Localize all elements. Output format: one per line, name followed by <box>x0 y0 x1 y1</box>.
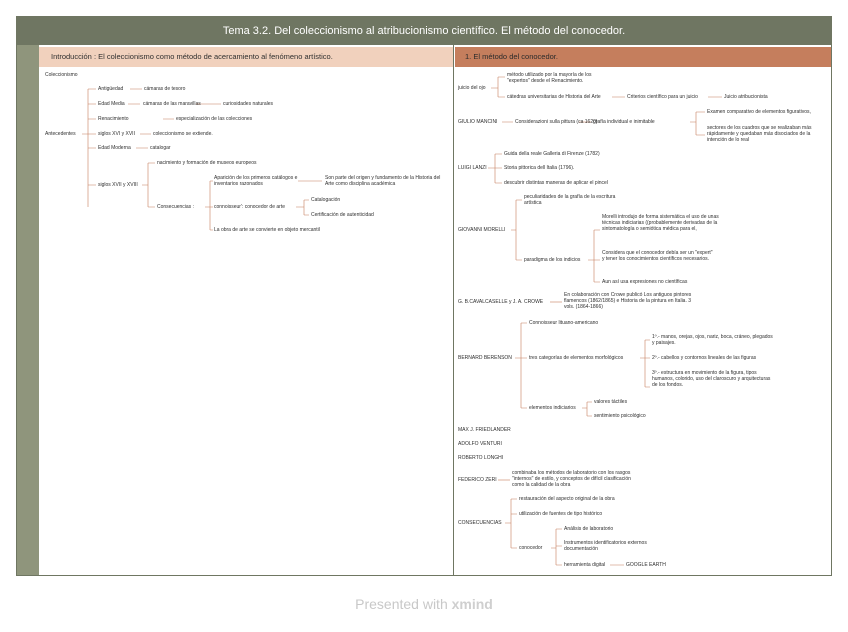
node-camaras-maravillas: cámaras de las maravillas <box>143 101 201 107</box>
node-peculiaridades: peculiaridades de la grafía de la escritura artística <box>524 194 616 206</box>
footer-brand[interactable]: xmind <box>451 596 493 612</box>
node-guida: Guida della reale Galleria di Firenze (1782) <box>504 151 600 157</box>
node-conocedor: conocedor <box>519 545 543 551</box>
node-renacimiento: Renacimiento <box>98 116 129 122</box>
node-edad-moderna: Edad Moderna <box>98 145 131 151</box>
node-juicio-ojo: juicio del ojo <box>458 85 486 91</box>
node-tactiles: valores táctiles <box>594 399 628 405</box>
node-lanzi: LUIGI LANZI <box>458 165 487 171</box>
node-catedras: cátedras universitarias de Historia del Arte <box>507 94 601 100</box>
node-mercantil: La obra de arte se convierte en objeto mercantil <box>214 227 320 233</box>
node-consecuencias-left: Consecuencias : <box>157 204 194 210</box>
right-section-header: 1. El método del conocedor. <box>455 47 831 67</box>
node-se-extiende: coleccionismo se extiende. <box>153 131 213 137</box>
node-siglos-xviii: siglos XVII y XVIII <box>98 182 138 188</box>
node-sectores: sectores de los cuadros que se realizaban más rápidamente y quedaban más disociados de la intención de lo real <box>707 125 812 143</box>
node-morelli: GIOVANNI MORELLI <box>458 227 506 233</box>
node-antiguedad: Antigüedad <box>98 86 124 92</box>
node-grafia: grafía individual e inimitable <box>593 119 655 125</box>
node-curiosidades: curiosidades naturales <box>223 101 274 107</box>
page-title: Tema 3.2. Del coleccionismo al atribucionismo científico. El método del conocedor. <box>17 17 831 45</box>
node-instrumentos: Instrumentos identificatorios externos documentación <box>564 540 647 552</box>
node-colaboracion: En colaboración con Crowe publicó Los antiguos pintores flamencos (1862/1865) e Historia de la pintura en Italia. 3 vols. (1864-1866) <box>564 292 692 310</box>
node-zeri: FEDERICO ZERI <box>458 477 497 483</box>
node-berenson: BERNARD BERENSON <box>458 355 512 361</box>
node-metodo-utilizado: método utilizado por la mayoría de los "expertos" desde el Renacimiento. <box>507 72 592 84</box>
node-antecedentes: Antecedentes <box>45 131 76 137</box>
node-mancini: GIULIO MANCINI <box>458 119 498 125</box>
node-certificacion: Certificación de autenticidad <box>311 212 374 218</box>
node-especializacion: especialización de las colecciones <box>176 116 253 122</box>
node-descubrir: descubrir distintas maneras de aplicar el pincel <box>504 180 608 186</box>
node-longhi: ROBERTO LONGHI <box>458 455 504 461</box>
node-edad-media: Edad Media <box>98 101 125 107</box>
node-cat2: 2º.- cabellos y contornos lineales de las figuras <box>652 355 757 361</box>
node-juicio-atrib: Juicio atribucionista <box>724 94 768 100</box>
node-examen: Examen comparativo de elementos figurativos, <box>707 109 811 115</box>
node-catalogar: catalogar <box>150 145 171 151</box>
node-psicologico: sentimiento psicológico <box>594 413 646 419</box>
node-venturi: ADOLFO VENTURI <box>458 441 502 447</box>
node-tres-categorias: tres categorías de elementos morfológicos <box>529 355 624 361</box>
node-restauracion: restauración del aspecto original de la obra <box>519 496 615 502</box>
node-analisis: Análisis de laboratorio <box>564 526 614 532</box>
node-considerazioni: Considerazioni sulla pittura (ca 1620) <box>515 119 598 125</box>
node-indiciarios: elementos indiciarios <box>529 405 576 411</box>
node-cavalcaselle: G. B.CAVALCASELLE y J. A. CROWE <box>458 299 544 305</box>
footer-presented: Presented with <box>355 596 448 612</box>
node-connoisseur: connoisseur': conocedor de arte <box>214 204 285 210</box>
node-cat1: 1º.- manos, orejas, ojos, nariz, boca, cráneo, plegados y paisajes. <box>652 334 773 346</box>
node-lituano: Connoisseur lituano-americano <box>529 320 599 326</box>
node-fuentes: utilización de fuentes de tipo histórico <box>519 511 603 517</box>
node-friedlander: MAX J. FRIEDLANDER <box>458 427 511 433</box>
footer-credit <box>0 596 848 612</box>
node-aun: Aun así usa expresiones no científicas <box>602 279 688 285</box>
node-morelli-introdujo: Morelli introdujo de forma sistemática el uso de unas técnicas indiciarias ((probablemente derivadas de la sintomatología o semiótica médica para el, <box>602 214 719 232</box>
node-criterios: Criterios científico para un juicio <box>627 94 698 100</box>
node-google: GOOGLE EARTH <box>626 562 666 568</box>
node-storia: Storia pittorica dell Italia (1796). <box>504 165 575 171</box>
left-section-header: Introducción : El coleccionismo como método de acercamiento al fenómeno artístico. <box>39 47 453 67</box>
node-nacimiento: nacimiento y formación de museos europeos <box>157 160 257 166</box>
node-considera: Considera que el conocedor debía ser un "expert" y tener los conocimientos científicos necesarios. <box>602 250 713 262</box>
node-aparicion: Aparición de los primeros catálogos e inventarios razonados <box>214 175 298 187</box>
node-son-parte: Son parte del origen y fundamento de la Historia del Arte como disciplina académica <box>325 175 441 187</box>
node-herramienta: herramienta digital <box>564 562 606 568</box>
node-combinaba: combinaba los métodos de laboratorio con los rasgos "internos" de estilo, y conceptos de difícil clasificación como la calidad de la obra <box>512 470 631 488</box>
node-catalogacion: Catalogación <box>311 197 341 203</box>
node-cat3: 3º.- estructura en movimiento de la figura, tipos humanos, colorido, uso del claroscuro y arquitecturas de los fondos. <box>652 370 771 388</box>
node-siglos-xvi: siglos XVI y XVII <box>98 131 135 137</box>
node-consecuencias-right: CONSECUENCIAS <box>458 520 502 526</box>
node-paradigma: paradigma de los indicios <box>524 257 581 263</box>
node-camaras-tesoro: cámaras de tesoro <box>144 86 186 92</box>
node-coleccionismo: Coleccionismo <box>45 72 78 78</box>
